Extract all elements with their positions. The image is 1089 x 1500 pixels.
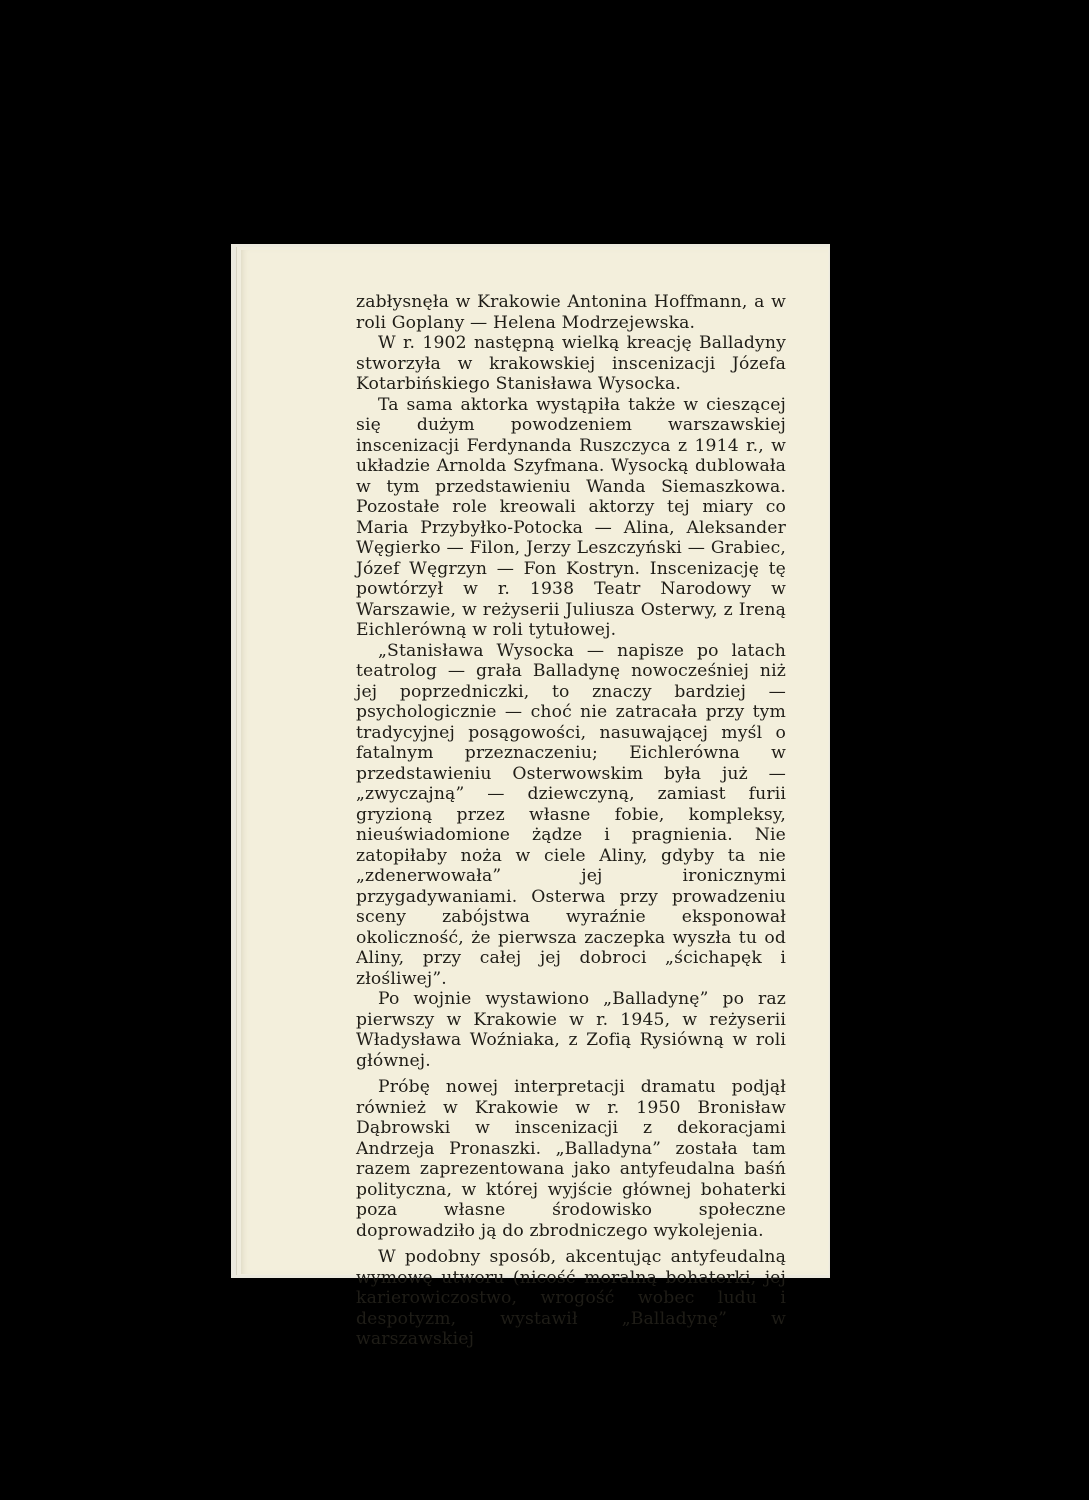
paragraph-2: W r. 1902 następną wielką kreację Balladyny stworzyła w krakowskiej inscenizacji Józefa Kotarbińskiego Stanisława Wysocka. <box>356 333 786 394</box>
paragraph-6: Próbę nowej interpretacji dramatu podjął również w Krakowie w r. 1950 Bronisław Dąbrowski w inscenizacji z dekoracjami Andrzeja Pronaszki. „Balladyna” została tam razem zaprezentowana jako antyfeudalna baśń polityczna, w której wyjście głównej bohaterki poza własne środowisko społeczne doprowadziło ją do zbrodniczego wykolejenia. <box>356 1077 786 1241</box>
document-page <box>241 250 828 1349</box>
paragraph-3: Ta sama aktorka wystąpiła także w cieszącej się dużym powodzeniem warszawskiej inscenizacji Ferdynanda Ruszczyca z 1914 r., w układzie Arnolda Szyfmana. Wysocką dublowała w tym przedstawieniu Wanda Siemaszkowa. Pozostałe role kreowali aktorzy tej miary co Maria Przybyłko-Potocka — Alina, Aleksander Węgierko — Filon, Jerzy Leszczyński — Grabiec, Józef Węgrzyn — Fon Kostryn. Inscenizację tę powtórzył w r. 1938 Teatr Narodowy w Warszawie, w reżyserii Juliusza Osterwy, z Ireną Eichlerówną w roli tytułowej. <box>356 394 786 640</box>
paragraph-4: „Stanisława Wysocka — napisze po latach teatrolog — grała Balladynę nowocześniej niż jej poprzedniczki, to znaczy bardziej — psychologicznie — choć nie zatracała przy tym tradycyjnej posągowości, nasuwającej myśl o fatalnym przeznaczeniu; Eichlerówna w przedstawieniu Osterwowskim była już — „zwyczajną” — dziewczyną, zamiast furii gryzioną przez własne fobie, kompleksy, nieuświadomione żądze i pragnienia. Nie zatopiłaby noża w ciele Aliny, gdyby ta nie „zdenerwowała” jej ironicznymi przygadywaniami. Osterwa przy prowadzeniu sceny zabójstwa wyraźnie eksponował okoliczność, że pierwsza zaczepka wyszła tu od Aliny, przy całej jej dobroci „ścichapęk i złośliwej”. <box>356 640 786 989</box>
paragraph-1: zabłysnęła w Krakowie Antonina Hoffmann, a w roli Goplany — Helena Modrzejewska. <box>356 292 786 333</box>
text-column <box>356 292 786 1350</box>
paragraph-5: Po wojnie wystawiono „Balladynę” po raz pierwszy w Krakowie w r. 1945, w reżyserii Władysława Woźniaka, z Zofią Rysiówną w roli głównej. <box>356 989 786 1071</box>
paragraph-7: W podobny sposób, akcentując antyfeudalną wymowę utworu (nicość moralną bohaterki, jej karierowiczostwo, wrogość wobec ludu i despotyzm, wystawił „Balladynę” w warszawskiej <box>356 1247 786 1349</box>
